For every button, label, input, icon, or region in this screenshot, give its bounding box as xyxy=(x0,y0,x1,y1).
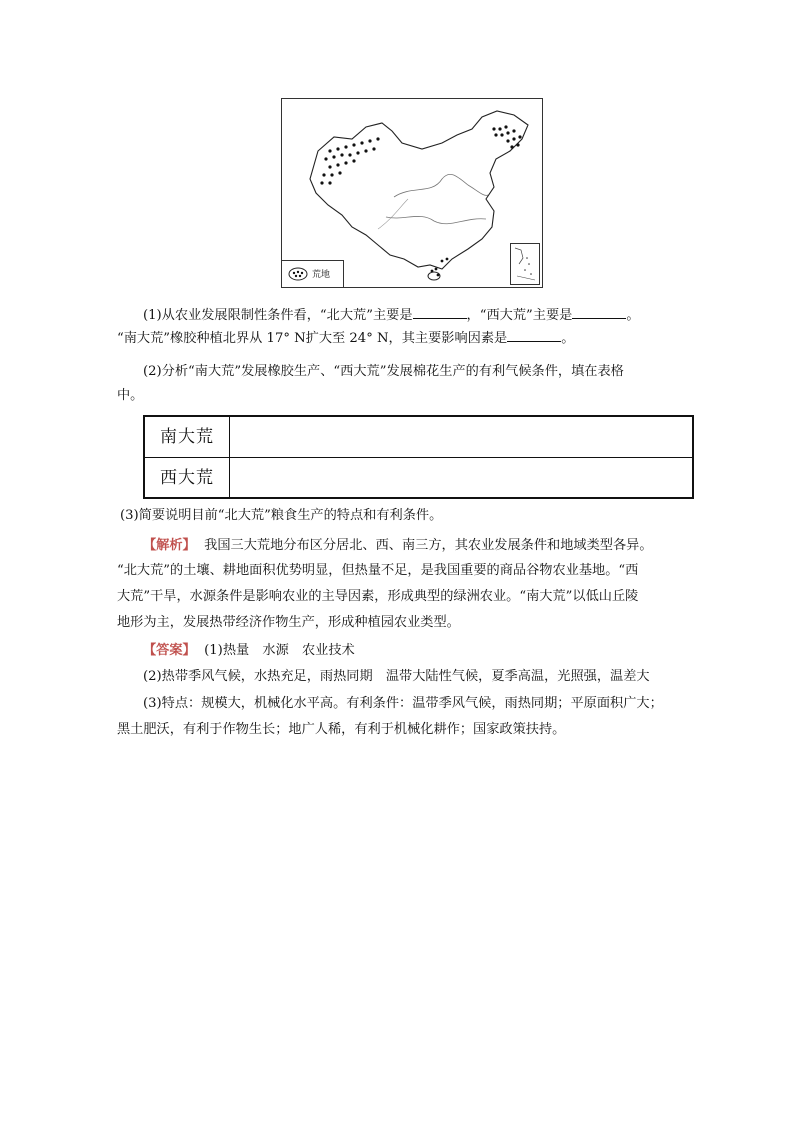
question-1-line-1 xyxy=(143,306,640,326)
table-row-label: 南大荒 xyxy=(145,417,230,457)
answer-text-1: (1)热量 水源 农业技术 xyxy=(204,643,355,658)
answer-line-4: 黑土肥沃，有利于作物生长；地广人稀，有利于机械化耕作；国家政策扶持。 xyxy=(117,722,566,737)
analysis-text-1: 我国三大荒地分布区分居北、西、南三方，其农业发展条件和地域类型各异。 xyxy=(204,538,653,553)
answer-blank-3[interactable] xyxy=(507,329,561,342)
q1-text-b: ，“西大荒”主要是 xyxy=(466,308,573,323)
analysis-line-1 xyxy=(143,536,653,556)
analysis-line-3: 大荒”干旱，水源条件是影响农业的主导因素，形成典型的绿洲农业。“南大荒”以低山丘陵 xyxy=(117,589,639,604)
answer-line-1 xyxy=(143,641,355,661)
china-outline-graphic xyxy=(282,99,542,287)
answer-blank-2[interactable] xyxy=(572,306,626,319)
analysis-tag: 【解析】 xyxy=(143,538,196,553)
analysis-line-2: “北大荒”的土壤、耕地面积优势明显，但热量不足，是我国重要的商品谷物农业基地。“西 xyxy=(117,563,639,578)
answer-table xyxy=(143,415,694,499)
yangtze-river xyxy=(386,216,486,223)
map-legend xyxy=(282,260,344,287)
answer-line-2: (2)热带季风气候，水热充足，雨热同期 温带大陆性气候，夏季高温，光照强，温差大 xyxy=(143,669,650,684)
south-china-sea-inset xyxy=(510,243,540,285)
question-2-line-1: (2)分析“南大荒”发展橡胶生产、“西大荒”发展棉花生产的有利气候条件，填在表格 xyxy=(143,364,624,379)
table-row-answer-cell[interactable] xyxy=(231,417,692,457)
china-wasteland-map xyxy=(281,98,543,288)
inner-boundary xyxy=(378,199,408,229)
inset-islands-graphic xyxy=(511,244,539,284)
question-2-line-2: 中。 xyxy=(117,388,144,403)
table-row xyxy=(145,458,692,498)
northeast-wasteland-dots xyxy=(492,125,521,148)
answer-blank-1[interactable] xyxy=(413,306,467,319)
answer-tag: 【答案】 xyxy=(143,643,196,658)
northwest-wasteland-dots xyxy=(320,137,379,184)
yellow-river xyxy=(394,174,488,197)
table-row-label: 西大荒 xyxy=(145,458,230,498)
question-3: (3)简要说明目前“北大荒”粮食生产的特点和有利条件。 xyxy=(120,508,443,523)
legend-dots-icon xyxy=(284,261,312,287)
q1-text-c: 。 xyxy=(626,308,640,323)
answer-line-3: (3)特点：规模大，机械化水平高。有利条件：温带季风气候，雨热同期；平原面积广大； xyxy=(143,696,663,711)
question-1-line-2 xyxy=(117,329,574,349)
legend-label: 荒地 xyxy=(312,270,331,280)
q1-text-a: (1)从农业发展限制性条件看，“北大荒”主要是 xyxy=(143,308,413,323)
table-row xyxy=(145,417,692,458)
q1-text-d: “南大荒”橡胶种植北界从 17° N扩大至 24° N，其主要影响因素是 xyxy=(117,331,508,346)
analysis-line-4: 地形为主，发展热带经济作物生产，形成种植园农业类型。 xyxy=(117,615,460,630)
q1-text-e: 。 xyxy=(561,331,575,346)
table-row-answer-cell[interactable] xyxy=(231,458,692,498)
